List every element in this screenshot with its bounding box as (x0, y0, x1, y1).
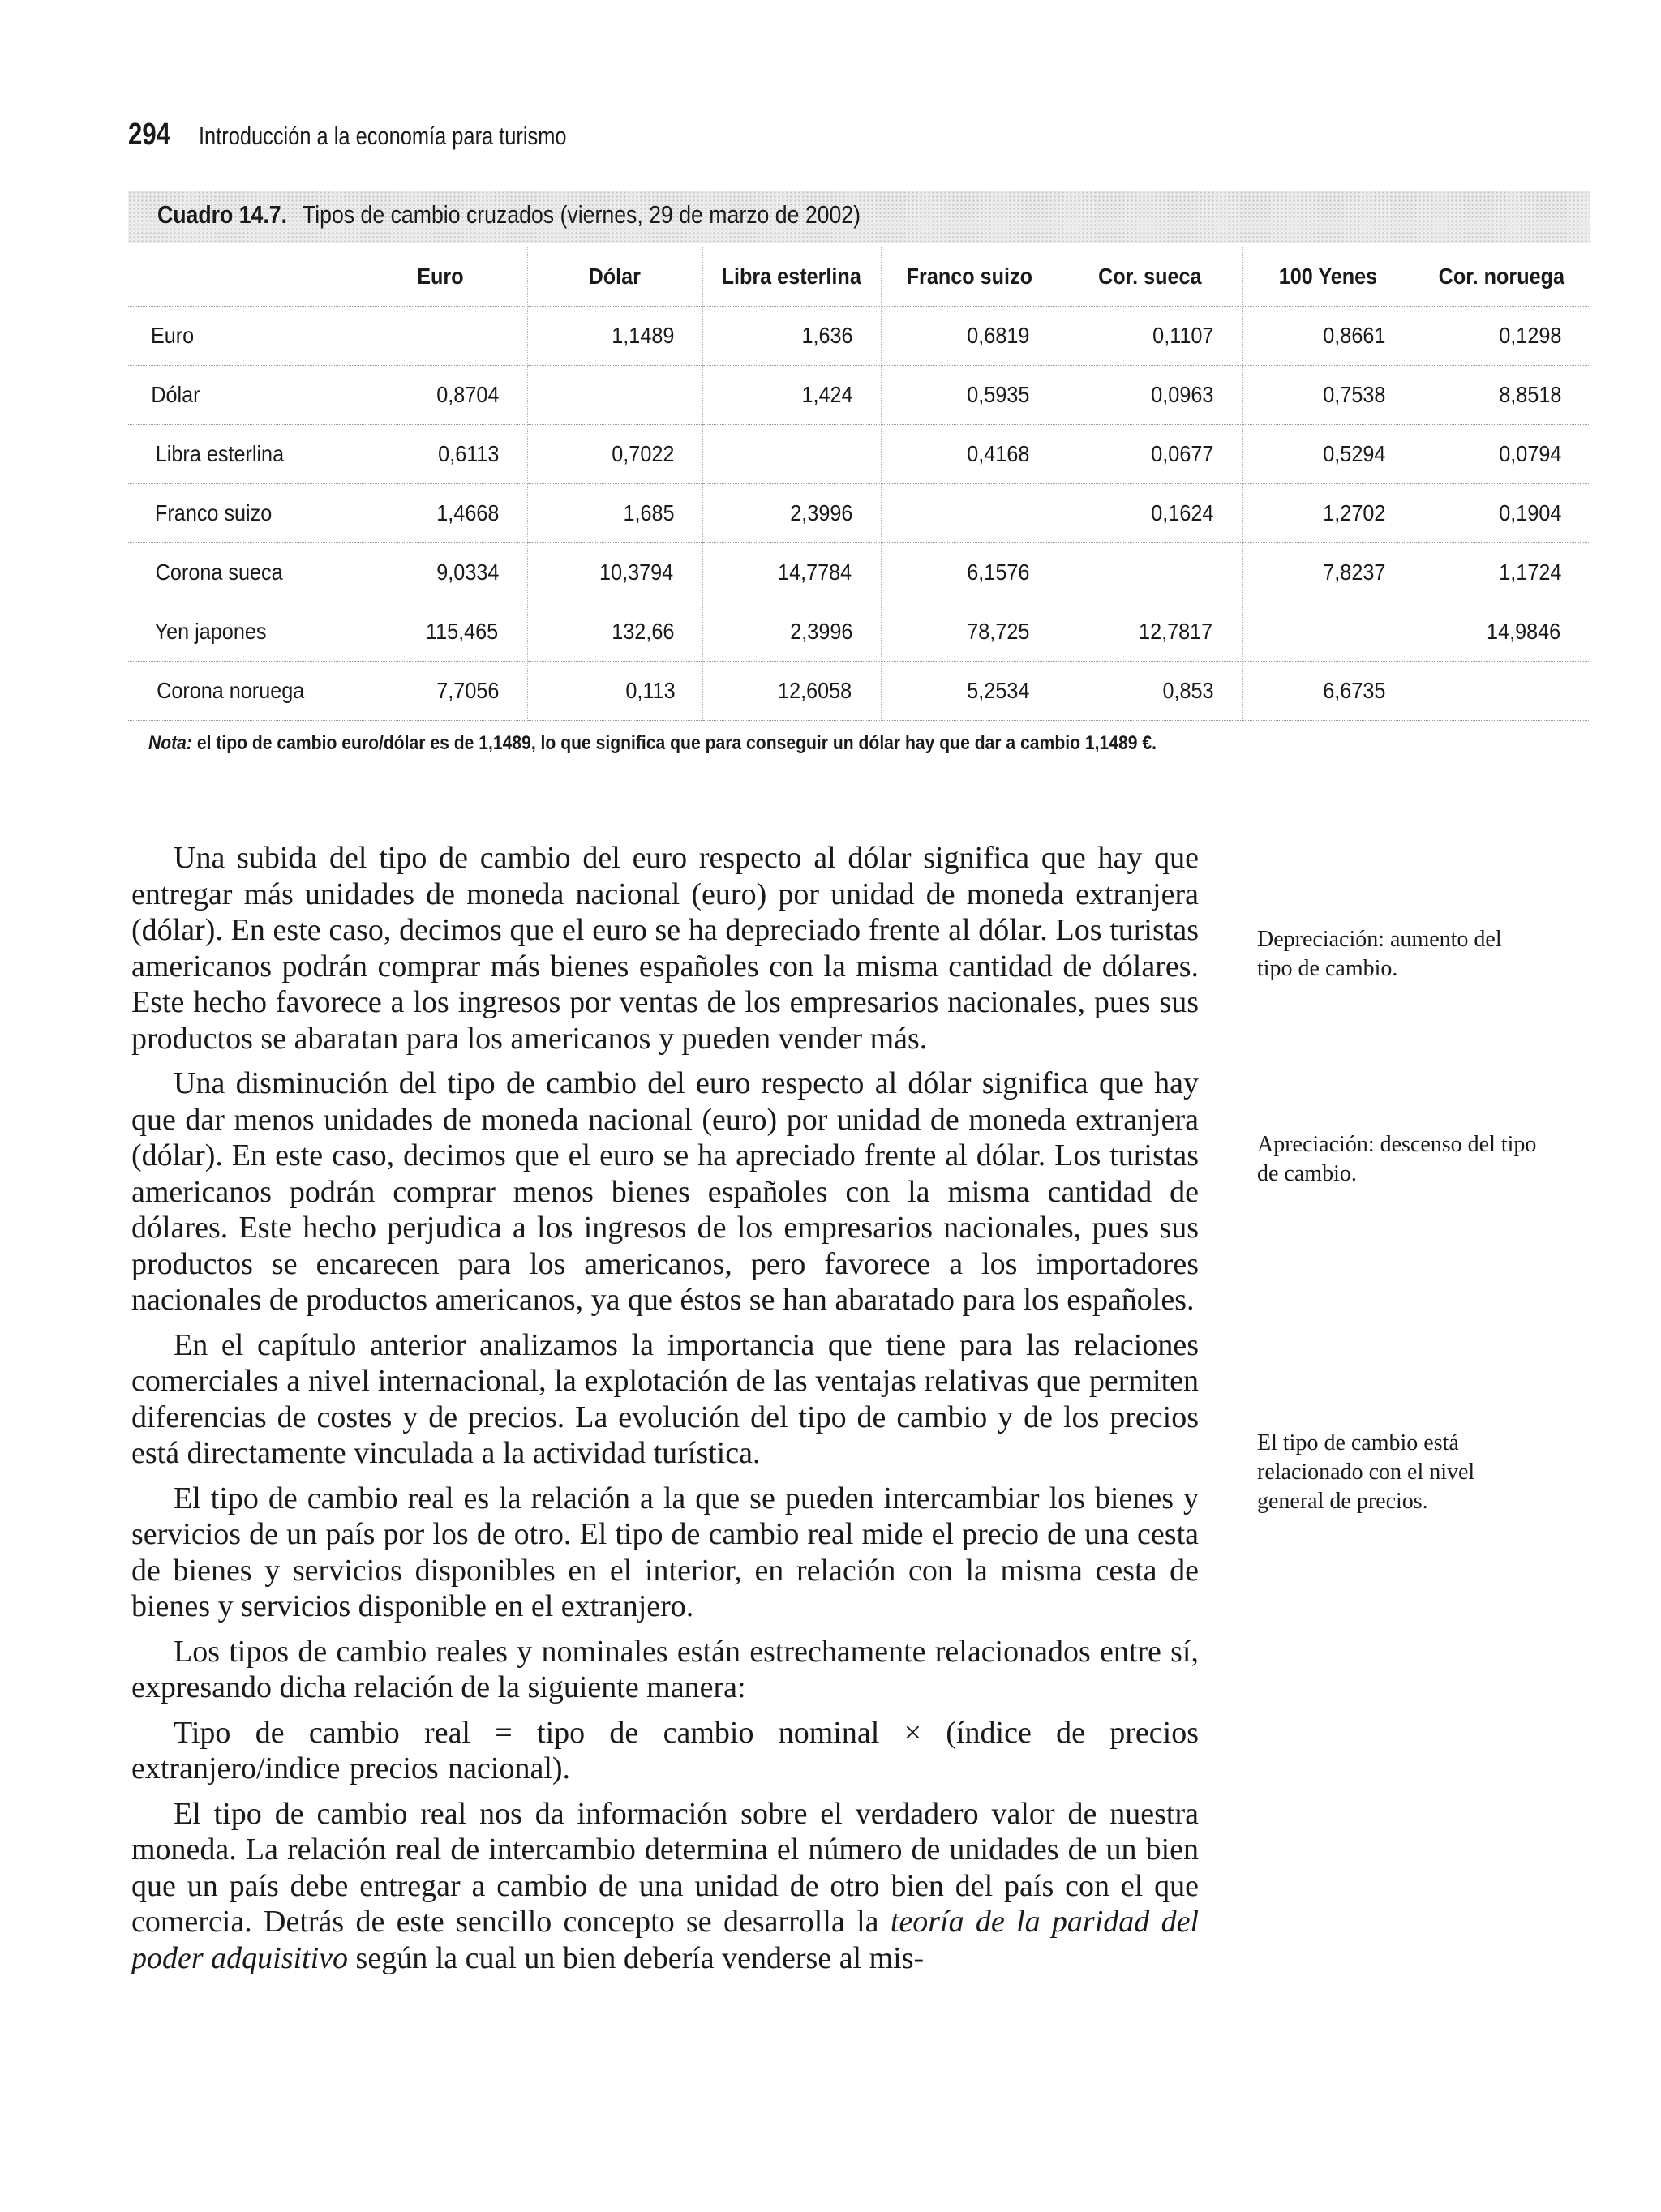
table-cell: 7,8237 (1242, 543, 1414, 602)
table-header-row (128, 247, 1590, 307)
table-row (128, 307, 1590, 366)
table-cell: 0,1107 (1058, 307, 1242, 366)
table-row (128, 662, 1590, 721)
body-text (131, 840, 1199, 1985)
column-header: Euro (354, 247, 527, 307)
table-corner-cell (128, 247, 354, 307)
exchange-rate-table (128, 247, 1590, 721)
table-cell: 1,424 (702, 366, 881, 425)
row-header: Dólar (128, 366, 354, 425)
paragraph: Los tipos de cambio reales y nominales están estrechamente relacionados entre sí, expresando dicha relación de la siguiente manera: (131, 1634, 1199, 1704)
table-cell: 6,1576 (881, 543, 1058, 602)
column-header: 100 Yenes (1242, 247, 1414, 307)
table-cell: 1,2702 (1242, 484, 1414, 543)
paragraph-italic-term: teoría de la paridad del poder adquisitivo (131, 1905, 1200, 1975)
table-cell: 0,853 (1058, 662, 1242, 721)
table-cell (1058, 543, 1242, 602)
table-note-text: el tipo de cambio euro/dólar es de 1,1489, lo que significa que para conseguir un dólar hay que dar a cambio 1,1489 €. (196, 732, 1157, 754)
table-cell: 0,6113 (354, 425, 527, 484)
paragraph: Una subida del tipo de cambio del euro respecto al dólar significa que hay que entregar más unidades de moneda nacional (euro) por unidad de moneda extranjera (dólar). En este caso, decimos que el euro se ha depreciado frente al dólar. Los turistas americanos podrán comprar más bienes españoles con la misma cantidad de dólares. Este hecho favorece a los ingresos por ventas de los empresarios nacionales, pues sus productos se abaratan para los americanos y pueden vender más. (131, 841, 1199, 1056)
paragraph-text: según la cual un bien debería venderse al mis- (348, 1940, 925, 1975)
table-caption-text: Tipos de cambio cruzados (viernes, 29 de marzo de 2002) (302, 200, 861, 229)
table-cell: 14,9846 (1414, 602, 1590, 662)
formula-paragraph: Tipo de cambio real = tipo de cambio nominal × (índice de precios extranjero/indice precios nacional). (131, 1715, 1199, 1785)
table-cell: 0,5935 (881, 366, 1058, 425)
table-cell (527, 366, 702, 425)
table-row (128, 484, 1590, 543)
exchange-rate-table-block (128, 191, 1590, 807)
table-cell: 8,8518 (1414, 366, 1590, 425)
table-caption (157, 200, 861, 229)
table-cell: 0,5294 (1242, 425, 1414, 484)
table-cell: 1,1489 (527, 307, 702, 366)
table-row (128, 366, 1590, 425)
table-cell: 132,66 (527, 602, 702, 662)
table-cell: 0,0963 (1058, 366, 1242, 425)
paragraph: En el capítulo anterior analizamos la importancia que tiene para las relaciones comerciales a nivel internacional, la explotación de las ventajas relativas que permiten diferencias de costes y de precios. La evolución del tipo de cambio y de los precios está directamente vinculada a la actividad turística. (131, 1327, 1199, 1470)
table-cell: 1,1724 (1414, 543, 1590, 602)
table-cell: 12,7817 (1058, 602, 1242, 662)
table-cell: 1,685 (527, 484, 702, 543)
column-header: Cor. noruega (1414, 247, 1590, 307)
table-cell (354, 307, 527, 366)
table-cell: 0,1624 (1058, 484, 1242, 543)
table-cell: 9,0334 (354, 543, 527, 602)
table-cell: 1,636 (702, 307, 881, 366)
table-cell: 10,3794 (527, 543, 702, 602)
row-header: Corona noruega (128, 662, 354, 721)
page-number: 294 (128, 118, 170, 152)
column-header: Dólar (527, 247, 702, 307)
row-header: Franco suizo (128, 484, 354, 543)
row-header: Libra esterlina (128, 425, 354, 484)
row-header: Corona sueca (128, 543, 354, 602)
paragraph: El tipo de cambio real es la relación a la que se pueden intercambiar los bienes y servicios de un país por los de otro. El tipo de cambio real mide el precio de una cesta de bienes y servicios disponibles en el interior, en relación con la misma cesta de bienes y servicios disponible en el extranjero. (131, 1481, 1199, 1623)
table-cell: 0,113 (527, 662, 702, 721)
table-cell: 12,6058 (702, 662, 881, 721)
margin-note-price-level: El tipo de cambio está relacionado con el nivel general de precios. (1257, 1430, 1475, 1514)
table-cell: 0,0677 (1058, 425, 1242, 484)
table-cell (702, 425, 881, 484)
table-cell: 0,0794 (1414, 425, 1590, 484)
column-header: Libra esterlina (702, 247, 881, 307)
row-header: Euro (128, 307, 354, 366)
margin-note-depreciation: Depreciación: aumento del tipo de cambio. (1257, 927, 1502, 981)
paragraph-last (131, 1796, 1199, 1977)
table-cell: 0,6819 (881, 307, 1058, 366)
table-row (128, 602, 1590, 662)
table-cell: 6,6735 (1242, 662, 1414, 721)
table-cell: 7,7056 (354, 662, 527, 721)
row-header: Yen japones (128, 602, 354, 662)
table-cell: 2,3996 (702, 484, 881, 543)
table-cell: 115,465 (354, 602, 527, 662)
table-cell: 0,4168 (881, 425, 1058, 484)
table-note (148, 732, 1157, 755)
page-header (128, 118, 648, 166)
table-cell: 0,8661 (1242, 307, 1414, 366)
table-cell (881, 484, 1058, 543)
table-cell: 0,8704 (354, 366, 527, 425)
table-cell: 0,1904 (1414, 484, 1590, 543)
table-caption-band (128, 191, 1590, 243)
table-cell: 0,1298 (1414, 307, 1590, 366)
paragraph-text: El tipo de cambio real nos da información sobre el verdadero valor de nuestra moneda. La relación real de intercambio determina el número de unidades de un bien que un país debe entregar a cambio de una unidad de otro bien del país con el que comercia. Detrás de este sencillo concepto se desarrolla la (131, 1796, 1199, 1939)
table-cell (1414, 662, 1590, 721)
table-cell: 1,4668 (354, 484, 527, 543)
table-row (128, 543, 1590, 602)
table-cell: 2,3996 (702, 602, 881, 662)
table-cell: 78,725 (881, 602, 1058, 662)
paragraph: Una disminución del tipo de cambio del euro respecto al dólar significa que hay que dar menos unidades de moneda nacional (euro) por unidad de moneda extranjera (dólar). En este caso, decimos que el euro se ha apreciado frente al dólar. Los turistas americanos podrán comprar menos bienes españoles con la misma cantidad de dólares. Este hecho perjudica a los ingresos de los empresarios nacionales, pues sus productos se encarecen para los americanos, pero favorece a los importadores nacionales de productos americanos, ya que éstos se han abaratado para los españoles. (131, 1066, 1199, 1317)
table-row (128, 425, 1590, 484)
margin-note-appreciation: Apreciación: descenso del tipo de cambio. (1257, 1132, 1537, 1186)
column-header: Franco suizo (881, 247, 1058, 307)
column-header: Cor. sueca (1058, 247, 1242, 307)
table-cell: 14,7784 (702, 543, 881, 602)
table-cell: 0,7022 (527, 425, 702, 484)
table-caption-label: Cuadro 14.7. (157, 200, 288, 229)
table-cell (1242, 602, 1414, 662)
table-cell: 0,7538 (1242, 366, 1414, 425)
running-title: Introducción a la economía para turismo (199, 122, 567, 150)
table-note-label: Nota: (148, 732, 192, 754)
table-cell: 5,2534 (881, 662, 1058, 721)
